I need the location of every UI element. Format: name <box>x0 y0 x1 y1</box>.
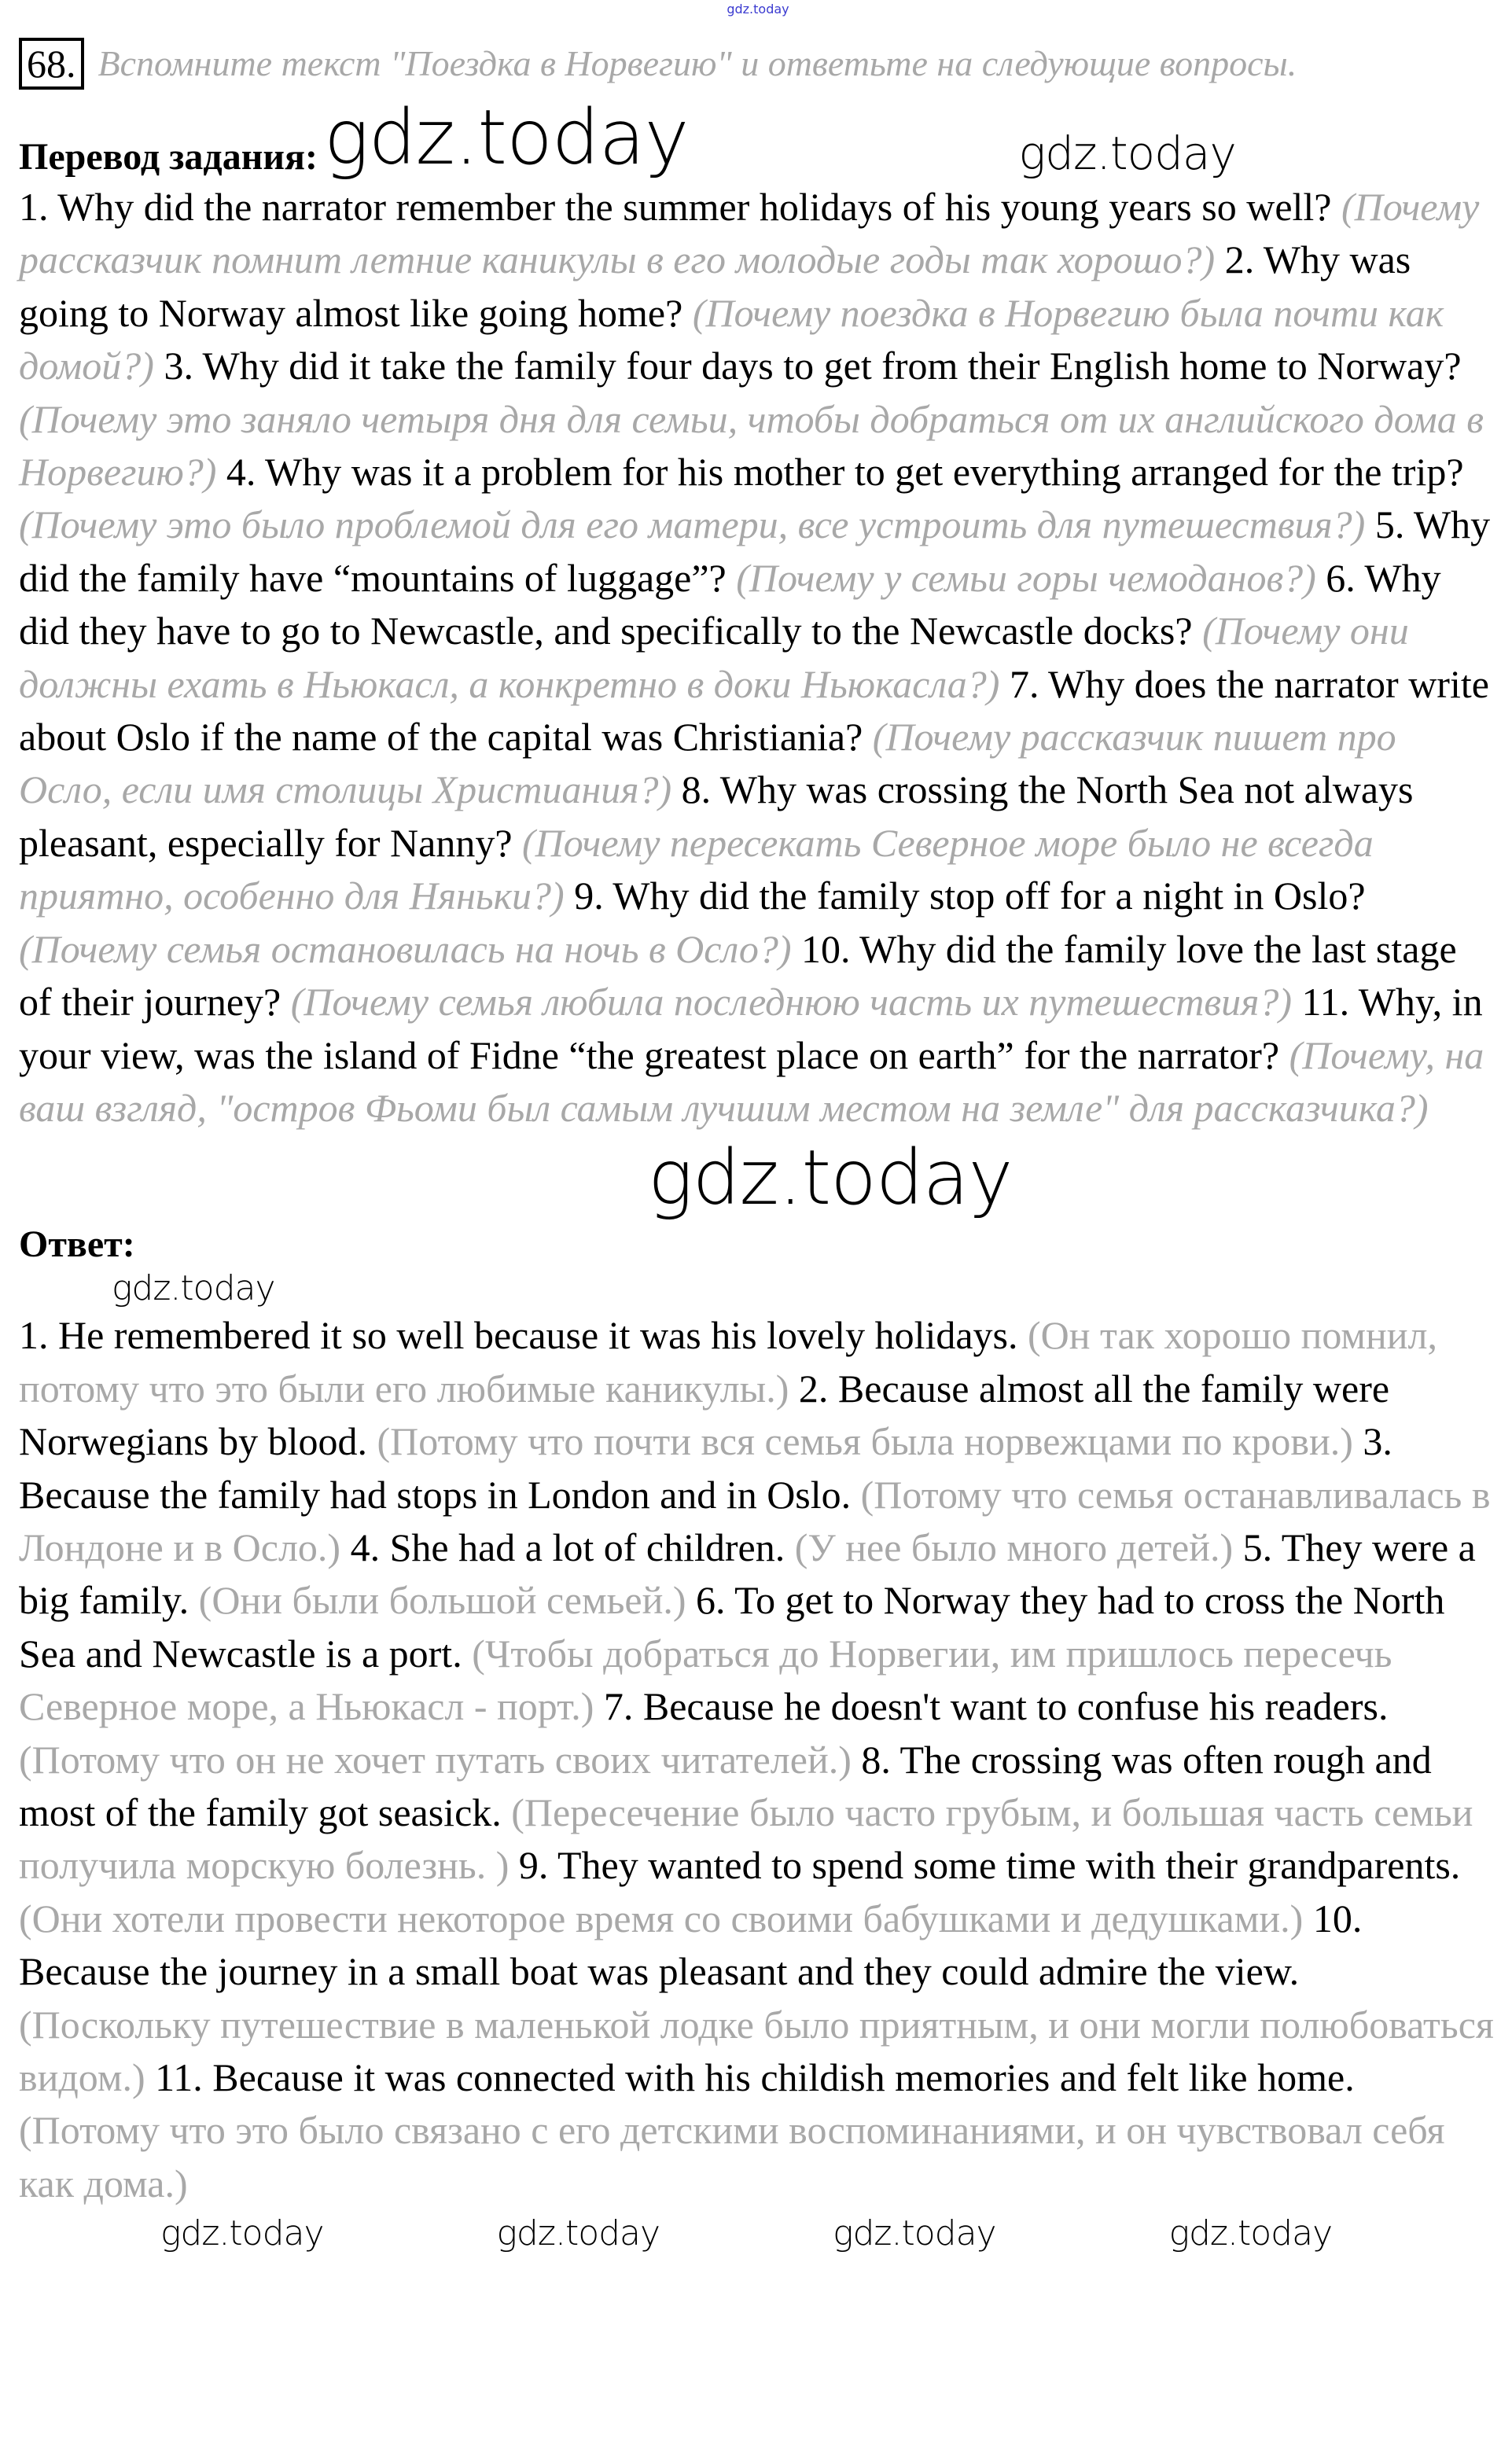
answer-russian: (Они хотели провести некоторое время со своими бабушками и дедушками.) <box>19 1896 1313 1940</box>
answer-english: 4. She had a lot of children. <box>350 1525 795 1569</box>
watermark-row <box>19 2213 1497 2254</box>
answer-english: 10. Because the journey in a small boat was pleasant and they could admire the view. <box>19 1896 1363 1994</box>
question-english: 5. Why did the family have “mountains of luggage”? <box>19 502 1491 600</box>
watermark: gdz.today <box>1018 127 1236 180</box>
watermark: gdz.today <box>112 1268 275 1309</box>
answer-russian: (Пересечение было часто грубым, и большая часть семьи получила морскую болезнь. ) <box>19 1790 1473 1888</box>
answer-english: 6. To get to Norway they had to cross the North Sea and Newcastle is a port. <box>19 1578 1445 1676</box>
translation-heading: Перевод задания: <box>19 136 318 178</box>
questions-text <box>19 181 1497 1135</box>
answer-english: 3. Because the family had stops in London and in Oslo. <box>19 1419 1392 1517</box>
watermark: gdz.today <box>648 1134 1013 1223</box>
translation-heading-row <box>19 94 1497 181</box>
answer-english: 7. Because he doesn't want to confuse his readers. <box>603 1684 1389 1729</box>
question-english: 8. Why was crossing the North Sea not always pleasant, especially for Nanny? <box>19 767 1414 865</box>
answer-english: 9. They wanted to spend some time with their grandparents. <box>518 1843 1461 1888</box>
answer-russian: (У нее было много детей.) <box>794 1525 1243 1569</box>
answer-russian: (Они были большой семьей.) <box>198 1578 697 1623</box>
watermark: gdz.today <box>727 2 789 17</box>
question-russian: (Почему у семьи горы чемоданов?) <box>736 555 1326 600</box>
question <box>19 450 1464 546</box>
question-russian: (Почему семья остановилась на ночь в Осло?) <box>19 926 802 971</box>
answer <box>351 1525 1243 1569</box>
answer-russian: (Чтобы добраться до Норвегии, им пришлось пересечь Северное море, а Ньюкасл - порт.) <box>19 1631 1392 1729</box>
answer-russian: (Потому что почти вся семья была норвежцами по крови.) <box>377 1419 1363 1464</box>
question-russian: (Почему, на ваш взгляд, "остров Фьоми был самым лучшим местом на земле" для рассказчика?) <box>19 1032 1484 1130</box>
task-header <box>19 38 1497 90</box>
answers-text <box>19 1309 1497 2210</box>
question-english: 1. Why did the narrator remember the summer holidays of his young years so well? <box>19 185 1341 229</box>
question-english: 11. Why, in your view, was the island of Fidne “the greatest place on earth” for the narrator? <box>19 980 1483 1077</box>
answer-english: 5. They were a big family. <box>19 1525 1476 1623</box>
question-english: 2. Why was going to Norway almost like going home? <box>19 237 1411 335</box>
answer-english: 1. He remembered it so well because it was his lovely holidays. <box>19 1313 1028 1358</box>
task-number: 68. <box>19 38 84 90</box>
question-english: 9. Why did the family stop off for a night in Oslo? <box>574 874 1366 918</box>
watermark: gdz.today <box>323 94 689 182</box>
question-english: 6. Why did they have to go to Newcastle, and specifically to the Newcastle docks? <box>19 555 1441 653</box>
answer-heading: Ответ: <box>19 1223 135 1266</box>
watermark: gdz.today <box>160 2213 324 2254</box>
question-russian: (Почему поездка в Норвегию была почти как домой?) <box>19 290 1444 388</box>
question-russian: (Почему они должны ехать в Ньюкасл, а конкретно в доки Ньюкасла?) <box>19 609 1409 706</box>
answer-english: 11. Because it was connected with his childish memories and felt like home. <box>155 2055 1355 2099</box>
question-english: 4. Why was it a problem for his mother to get everything arranged for the trip? <box>226 450 1464 495</box>
watermark: gdz.today <box>1168 2213 1333 2254</box>
question-russian: (Почему пересекать Северное море было не всегда приятно, особенно для Няньки?) <box>19 820 1374 918</box>
question-russian: (Почему рассказчик пишет про Осло, если имя столицы Христиания?) <box>19 715 1396 812</box>
answer-russian: (Потому что это было связано с его детскими воспоминаниями, и он чувствовал себя как дома.) <box>19 2108 1445 2205</box>
question-russian: (Почему семья любила последнюю часть их путешествия?) <box>290 980 1302 1024</box>
question-russian: (Почему это было проблемой для его матери, все устроить для путешествия?) <box>19 502 1375 547</box>
question-russian: (Почему это заняло четыря дня для семьи, чтобы добраться от их английского дома в Норвегию?) <box>19 396 1484 495</box>
answer-russian: (Потому что он не хочет путать своих читателей.) <box>19 1737 862 1782</box>
question-english: 10. Why did the family love the last stage of their journey? <box>19 926 1457 1024</box>
answer-russian: (Потому что семья останавливалась в Лондоне и в Осло.) <box>19 1472 1491 1569</box>
answer-russian: (Он так хорошо помнил, потому что это были его любимые каникулы.) <box>19 1313 1437 1411</box>
answer-russian: (Поскольку путешествие в маленькой лодке было приятным, и они могли полюбоваться видом.) <box>19 2002 1494 2099</box>
watermark: gdz.today <box>496 2213 660 2254</box>
answer <box>19 2055 1444 2205</box>
answer-english: 8. The crossing was often rough and most of the family got seasick. <box>19 1737 1432 1834</box>
question-russian: (Почему рассказчик помнит летние каникулы в его молодые годы так хорошо?) <box>19 185 1480 282</box>
question-english: 7. Why does the narrator write about Oslo if the name of the capital was Christiania? <box>19 661 1489 760</box>
question-english: 3. Why did it take the family four days to get from their English home to Norway? <box>164 344 1462 388</box>
answer-english: 2. Because almost all the family were Norwegians by blood. <box>19 1366 1390 1464</box>
watermark: gdz.today <box>833 2213 996 2254</box>
task-instruction: Вспомните текст "Поездка в Норвегию" и ответьте на следующие вопросы. <box>97 43 1297 83</box>
